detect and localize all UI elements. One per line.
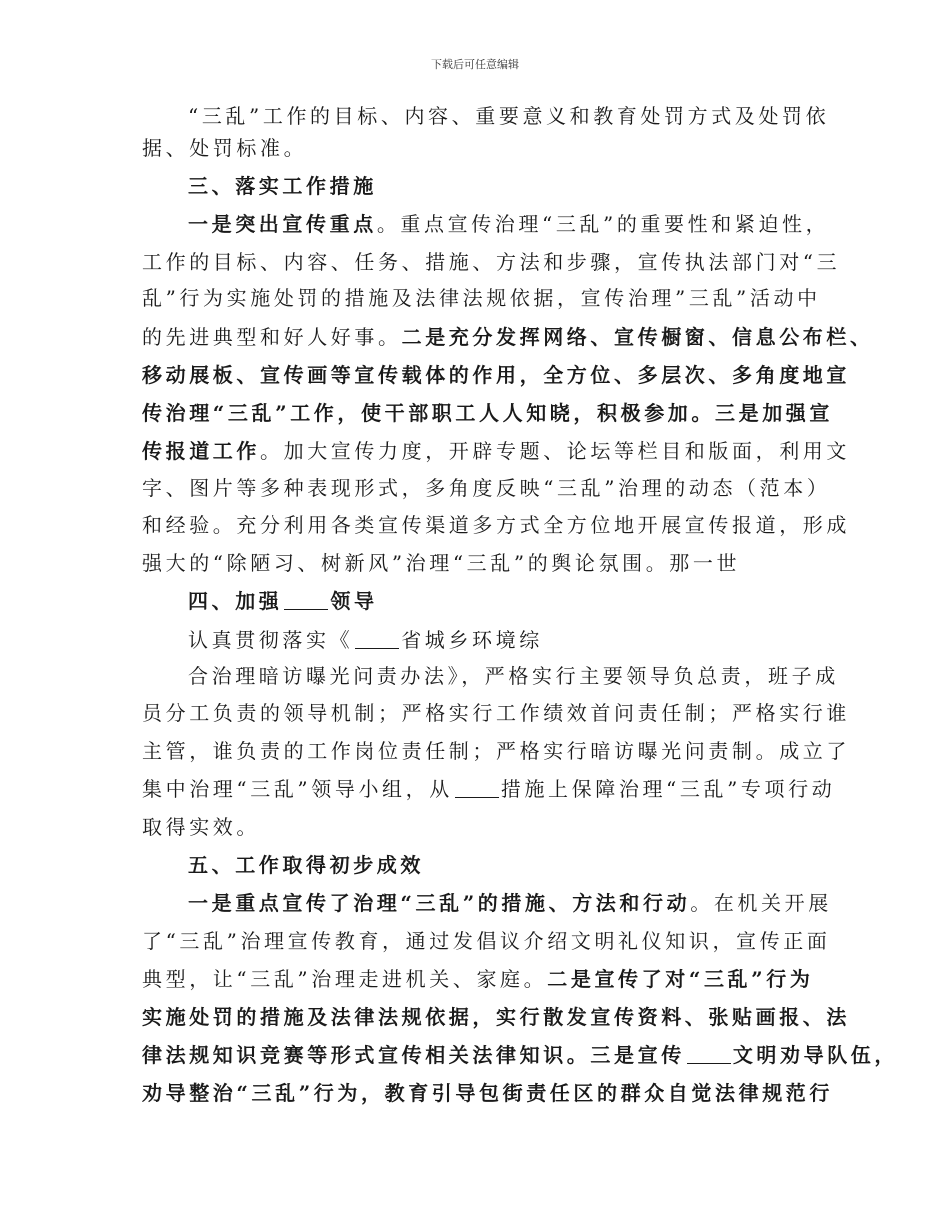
blank-underline [284,591,328,610]
text-line [142,401,834,425]
bold-text-segment: 四、加强 [188,589,283,613]
text-segment: 认真贯彻落实《 [188,628,354,652]
text-segment: 乱”行为实施处罚的措施及法律法规依据，宣传治理”三乱”活动中 [142,286,821,310]
text-line [188,212,868,236]
bold-text-segment: 传治理“三乱”工作，使干部职工人人知晓，积极参加。三是加强宣 [142,401,834,425]
text-line [142,739,850,763]
text-line [142,967,822,991]
text-segment: 集中治理“三乱”领导小组，从 [142,777,453,801]
bold-text-segment: 实施处罚的措施及法律法规依据，实行散发宣传资料、张贴画报、法 [142,1005,850,1029]
text-line [142,551,822,575]
text-segment: “三乱”工作的目标、内容、重要意义和教育处罚方式及处罚依 [188,104,830,128]
page-header-note: 下载后可任意编辑 [431,58,519,71]
text-line [188,853,868,877]
text-line [142,136,822,160]
bold-text-segment: 传报道工作 [142,439,260,463]
text-line [188,104,868,128]
bold-text-segment: 五、工作取得初步成效 [188,853,424,877]
bold-text-segment: 二是充分发挥网络、宣传橱窗、信息公布栏、 [401,325,874,349]
text-line [188,891,868,915]
bold-text-segment: 文明劝导队伍， [732,1043,899,1067]
text-line [142,701,850,725]
text-segment: 员分工负责的领导机制；严格实行工作绩效首问责任制；严格实行谁 [142,701,850,725]
text-line [142,476,831,500]
text-segment: 。加大宣传力度，开辟专题、论坛等栏目和版面，利用文 [260,439,850,463]
text-segment: 取得实效。 [142,815,260,839]
bold-text-segment: 三、落实工作措施 [188,174,377,198]
text-segment: 省城乡环境综 [401,628,543,652]
text-line [142,1081,834,1105]
blank-underline [355,630,399,649]
bold-text-segment: 一是突出宣传重点 [188,212,377,236]
text-line [142,363,850,387]
text-segment: 典型，让“三乱”治理走进机关、家庭。 [142,967,548,991]
text-line [188,589,868,613]
text-segment: 合治理暗访曝光问责办法》，严格实行主要领导负总责，班子成 [188,664,839,688]
text-line [142,325,874,349]
text-line [142,1005,850,1029]
text-segment: 工作的目标、内容、任务、措施、方法和步骤，宣传执法部门对“三 [142,250,841,274]
bold-text-segment: 一是重点宣传了治理“三乱”的措施、方法和行动 [188,891,691,915]
blank-underline [455,779,499,798]
text-line [188,628,868,652]
text-line [142,286,822,310]
text-segment: 。重点宣传治理“三乱”的重要性和紧迫性， [376,212,830,236]
blank-underline [687,1045,731,1064]
text-segment: 。在机关开展 [690,891,832,915]
bold-text-segment: 律法规知识竞赛等形式宣传相关法律知识。三是宣传 [142,1043,685,1067]
text-line [142,1043,899,1067]
bold-text-segment: 领导 [330,589,378,613]
text-segment: 强大的“除陋习、树新风”治理“三乱”的舆论氛围。那一世 [142,551,741,575]
text-segment: 字、图片等多种表现形式，多角度反映“三乱”治理的动态（范本） [142,476,831,500]
text-segment: 和经验。充分利用各类宣传渠道多方式全方位地开展宣传报道，形成 [142,513,850,537]
text-line [142,815,822,839]
text-segment: 措施上保障治理“三乱”专项行动 [500,777,836,801]
text-segment: 的先进典型和好人好事。 [142,325,402,349]
text-segment: 主管，谁负责的工作岗位责任制；严格实行暗访曝光问责制。成立了 [142,739,850,763]
text-line [142,513,850,537]
text-line [188,664,868,688]
text-line [188,174,868,198]
text-segment: 据、处罚标准。 [142,136,308,160]
bold-text-segment: 移动展板、宣传画等宣传载体的作用，全方位、多层次、多角度地宣 [142,363,850,387]
text-line [142,777,836,801]
bold-text-segment: 劝导整治“三乱”行为，教育引导包街责任区的群众自觉法律规范行 [142,1081,834,1105]
text-line [142,929,831,953]
text-line [142,439,850,463]
bold-text-segment: 二是宣传了对“三乱”行为 [547,967,814,991]
text-segment: 了“三乱”治理宣传教育，通过发倡议介绍文明礼仪知识，宣传正面 [142,929,831,953]
text-line [142,250,841,274]
